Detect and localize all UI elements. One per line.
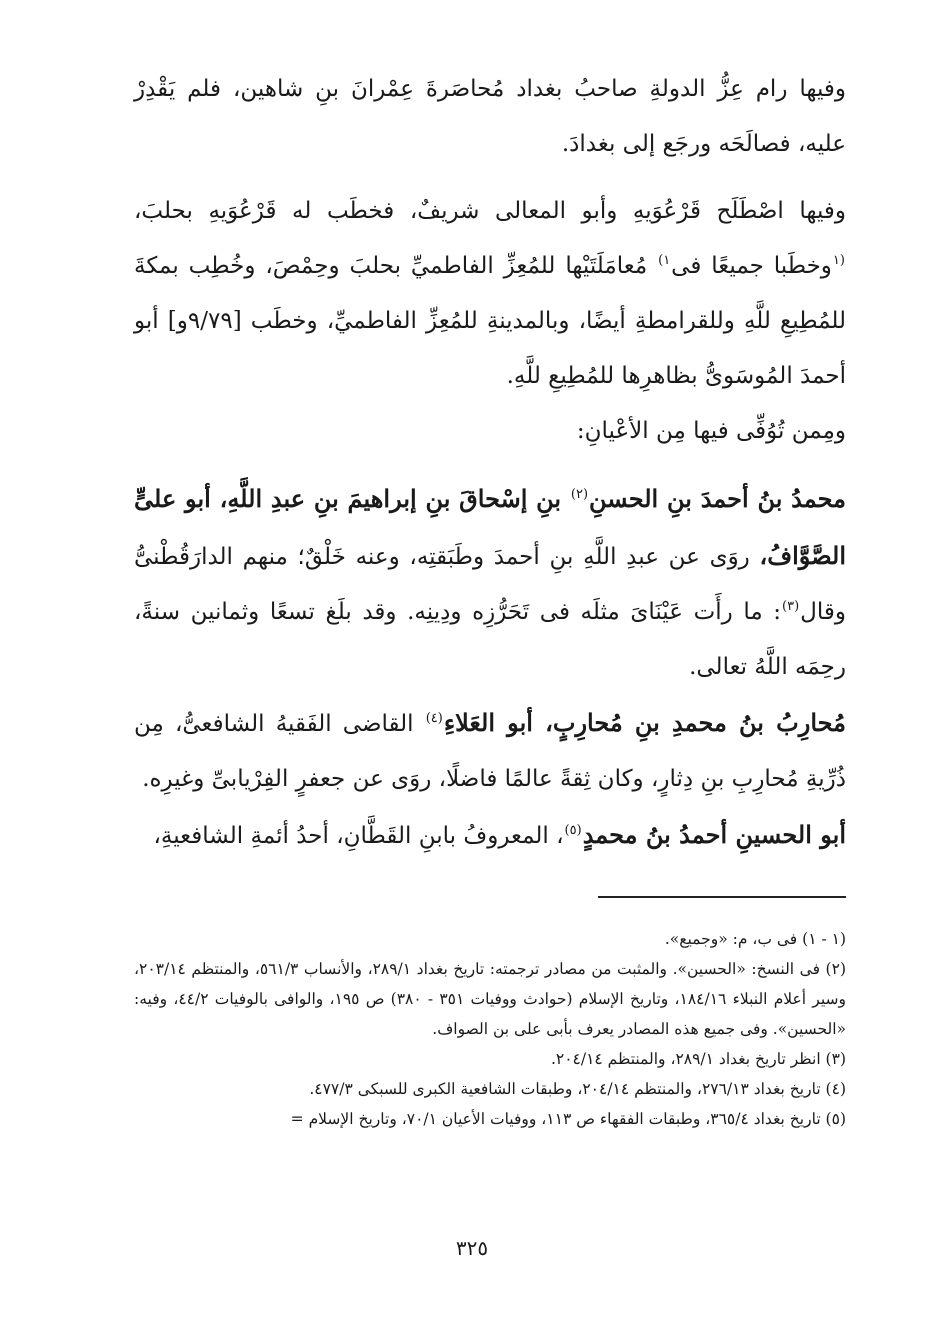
footnote-marker: (٣)	[782, 599, 800, 615]
text-run: القاضى الفَقيهُ الشافعىُّ، مِن ذُرِّيةِ مُحارِبِ بنِ دِثارٍ، وكان ثِقةً عالمًا فاضلًا، روَى عن جعفرٍ الفِرْيابىِّ وغيرِه.	[134, 711, 846, 792]
footnotes	[134, 924, 846, 1134]
footnote-marker: ١)	[658, 253, 671, 269]
footnote-marker: (٢)	[570, 487, 589, 503]
footnote-4: (٤) تاريخ بغداد ٢٧٦/١٣، والمنتظم ٢٠٤/١٤، وطبقات الشافعية الكبرى للسبكى ٤٧٧/٣.	[309, 1080, 846, 1098]
footnote-2: (٢) فى النسخ: «الحسين». والمثبت من مصادر ترجمته: تاريخ بغداد ٢٨٩/١، والأنساب ٥٦١/٣، والمنتظم ٢٠٣/١٤، وسير أعلام النبلاء ١٨٤/١٦، وتاريخ الإسلام (حوادث ووفيات ٣٥١ - ٣٨٠) ص ١٩٥، والوافى بالوفيات ٤٤/٢، وفيه: «الحسين». وفى جميع هذه المصادر يعرف بأبى على بن الصواف.	[134, 960, 847, 1038]
paragraph-p2	[134, 184, 846, 404]
footnote-separator	[598, 896, 846, 898]
paragraph-p6	[134, 807, 846, 864]
paragraph-p4	[134, 471, 846, 695]
main-text	[134, 62, 846, 864]
text-run: ومِمن تُوُفِّى فيها مِن الأعْيانِ:	[576, 418, 846, 444]
paragraph-p5	[134, 695, 846, 807]
footnote-marker: (١	[832, 253, 845, 269]
footnote-marker: (٤)	[425, 711, 443, 727]
footnote-3: (٣) انظر تاريخ بغداد ٢٨٩/١، والمنتظم ٢٠٤/١٤.	[550, 1050, 846, 1068]
page-number: ٣٢٥	[455, 1236, 489, 1260]
paragraph-p1	[134, 62, 846, 172]
entry-heading: بنِ إسْحاقَ بنِ إبراهيمَ بنِ عبدِ اللَّهِ، أبو علىٍّ الصَّوَّافُ،	[134, 484, 846, 570]
text-run: مُعامَلَتَيْها للمُعِزِّ الفاطميِّ بحلبَ وحِمْصَ، وخُطِب بمكةَ للمُطِيعِ للَّهِ وللقرامطةِ أيضًا، وبالمدينةِ للمُعِزِّ الفاطميِّ، وخطَب [٩/٧٩و] أبو أحمدَ المُوسَوىُّ بظاهرِها للمُطِيعِ للَّهِ.	[134, 253, 846, 389]
text-run: ، المعروفُ بابنِ القَطَّانِ، أحدُ أئمةِ الشافعيةِ،	[153, 823, 564, 849]
text-run: وفيها رام عِزُّ الدولةِ صاحبُ بغداد مُحاصَرةَ عِمْرانَ بنِ شاهين، فلم يَقْدِرْ عليه، فصالَحَه ورجَع إلى بغدادَ.	[134, 76, 846, 157]
entry-heading: مُحارِبُ بنُ محمدِ بنِ مُحارِبٍ، أبو العَلاءِ	[443, 708, 846, 737]
text-run: وفيها اصْطَلَح قَرْعُوَيهِ وأبو المعالى شريفٌ، فخطَب له قَرْعُوَيهِ بحلبَ،	[134, 198, 846, 224]
footnote-1: (١ - ١) فى ب، م: «وجميع».	[664, 930, 846, 948]
footnote-marker: (٥)	[564, 823, 582, 839]
entry-heading: محمدُ بنُ أحمدَ بنِ الحسنِ	[589, 484, 846, 513]
text-run: : ما رأَت عَيْنَاىَ مثلَه فى تَحَرُّزِه ودِينِه. وقد بلَغ تسعًا وثمانين سنةً، رحِمَه اللَّهُ تعالى.	[134, 599, 846, 680]
entry-heading: أبو الحسينِ أحمدُ بنُ محمدٍ	[582, 820, 846, 849]
text-run: روَى عن عبدِ اللَّهِ بنِ أحمدَ وطَبَقتِه، وعنه خَلْقٌ؛ منهم الدارَقُطْنىُّ وقال	[134, 544, 846, 625]
paragraph-p3	[134, 404, 846, 459]
footnote-5: (٥) تاريخ بغداد ٣٦٥/٤، وطبقات الفقهاء ص ١١٣، ووفيات الأعيان ٧٠/١، وتاريخ الإسلام =	[290, 1110, 846, 1128]
text-run: وخطَبا جميعًا فى	[671, 253, 832, 279]
